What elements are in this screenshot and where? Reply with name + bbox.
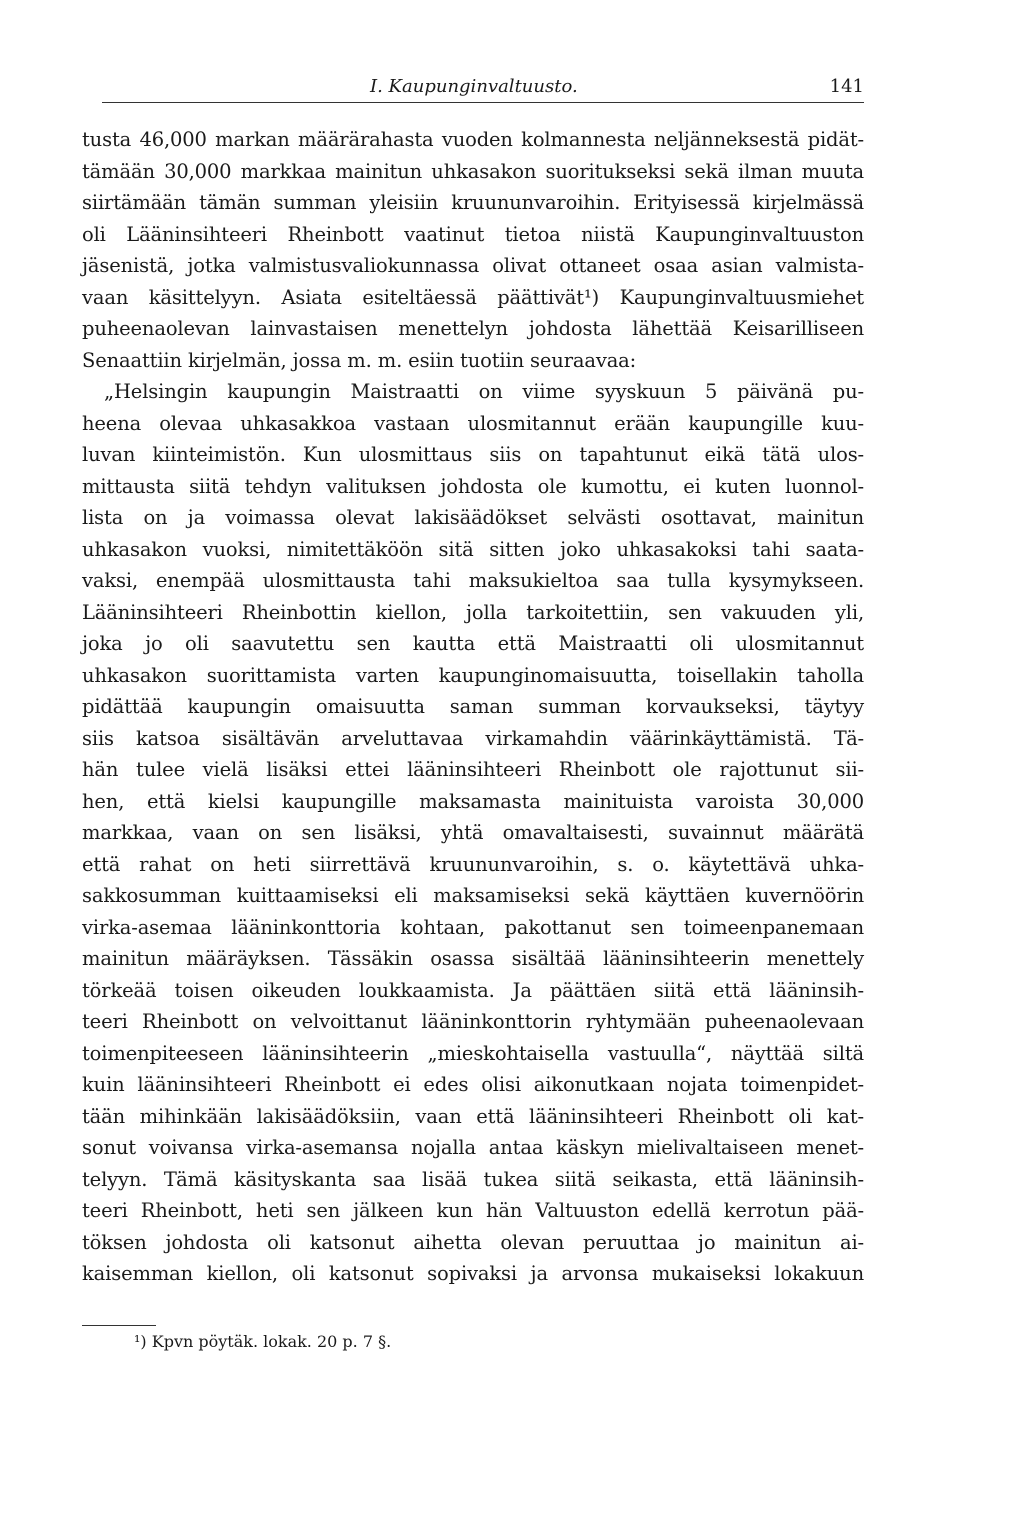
text-line: mittausta siitä tehdyn valituksen johdosta ole kumottu, ei kuten luonnol- [82,474,864,498]
text-line: sakkosumman kuittaamiseksi eli maksamiseksi sekä käyttäen kuvernöörin [82,884,864,907]
text-line: uhkasakon vuoksi, nimitettäköön sitä sitten joko uhkasakoksi tahi saata- [82,537,864,561]
text-line: sonut voivansa virka-asemansa nojalla antaa käskyn mielivaltaiseen menet- [82,1136,864,1159]
text-line: törkeää toisen oikeuden loukkaamista. Ja päättäen siitä että lääninsih- [82,978,864,1002]
footnote: ¹) Kpvn pöytäk. lokak. 20 p. 7 §. [134,1332,392,1351]
text-line: kuin lääninsihteeri Rheinbott ei edes olisi aikonutkaan nojata toimenpidet- [82,1073,864,1096]
running-title: I. Kaupunginvaltuusto. [370,76,578,97]
text-line: töksen johdosta oli katsonut aihetta olevan peruuttaa jo mainitun ai- [82,1230,864,1254]
page-number: 141 [829,76,864,97]
text-line: markkaa, vaan on sen lisäksi, yhtä omavaltaisesti, suvainnut määrätä [82,821,864,844]
text-line: luvan kiinteimistön. Kun ulosmittaus siis on tapahtunut eikä tätä ulos- [82,443,864,466]
text-line: Lääninsihteeri Rheinbottin kiellon, jolla tarkoitettiin, sen vakuuden yli, [82,600,864,624]
text-line: hen, että kielsi kaupungille maksamasta mainituista varoista 30,000 [82,789,864,813]
text-line: oli Lääninsihteeri Rheinbott vaatinut tietoa niistä Kaupunginvaltuuston [82,222,864,246]
text-line: „Helsingin kaupungin Maistraatti on viime syyskuun 5 päivänä pu- [104,380,864,403]
text-line: telyyn. Tämä käsityskanta saa lisää tukea siitä seikasta, että lääninsih- [82,1167,864,1191]
text-line: tämään 30,000 markkaa mainitun uhkasakon suoritukseksi sekä ilman muuta [82,159,864,183]
text-line: mainitun määräyksen. Tässäkin osassa sisältää lääninsihteerin menettely [82,947,864,970]
text-line: puheenaolevan lainvastaisen menettelyn johdosta lähettää Keisarilliseen [82,317,864,340]
footnote-rule [82,1325,156,1326]
text-line: hän tulee vielä lisäksi ettei lääninsihteeri Rheinbott ole rajottunut sii- [82,758,864,781]
text-line: teeri Rheinbott on velvoittanut lääninkonttorin ryhtymään puheenaolevaan [82,1010,864,1033]
text-line: virka-asemaa lääninkonttoria kohtaan, pakottanut sen toimeenpanemaan [82,915,864,939]
text-line [82,1290,864,1322]
text-line: siis katsoa sisältävän arveluttavaa virkamahdin väärinkäyttämistä. Tä- [82,726,864,750]
body-text [82,124,864,1321]
text-line: Senaattiin kirjelmän, jossa m. m. esiin tuotiin seuraavaa: [82,348,637,372]
text-line: teeri Rheinbott, heti sen jälkeen kun hän Valtuuston edellä kerrotun pää- [82,1199,864,1222]
header-rule [102,102,864,103]
text-line: siirtämään tämän summan yleisiin kruununvaroihin. Erityisessä kirjelmässä [82,191,864,214]
text-line: joka jo oli saavutettu sen kautta että Maistraatti oli ulosmitannut [82,632,864,655]
text-line: toimenpiteeseen lääninsihteerin „mieskohtaisella vastuulla“, näyttää siltä [82,1041,864,1065]
text-line: tusta 46,000 markan määrärahasta vuoden kolmannesta neljänneksestä pidät- [82,128,864,151]
text-line: vaksi, enempää ulosmittausta tahi maksukieltoa saa tulla kysymykseen. [82,569,864,592]
text-line: tään mihinkään lakisäädöksiin, vaan että lääninsihteeri Rheinbott oli kat- [82,1104,864,1128]
text-line: että rahat on heti siirrettävä kruununvaroihin, s. o. käytettävä uhka- [82,852,864,876]
page [82,70,864,1351]
text-line: kaisemman kiellon, oli katsonut sopivaksi ja arvonsa mukaiseksi lokakuun [82,1262,864,1285]
text-line: pidättää kaupungin omaisuutta saman summan korvaukseksi, täytyy [82,695,864,718]
text-line: vaan käsittelyyn. Asiata esiteltäessä päättivät¹) Kaupunginvaltuusmiehet [82,285,864,309]
text-line: lista on ja voimassa olevat lakisäädökset selvästi osottavat, mainitun [82,506,864,529]
text-line: jäsenistä, jotka valmistusvaliokunnassa olivat ottaneet osaa asian valmista- [82,254,864,277]
text-line: uhkasakon suorittamista varten kaupunginomaisuutta, toisellakin taholla [82,663,864,687]
text-line: heena olevaa uhkasakkoa vastaan ulosmitannut erään kaupungille kuu- [82,411,864,435]
running-header [82,70,864,102]
